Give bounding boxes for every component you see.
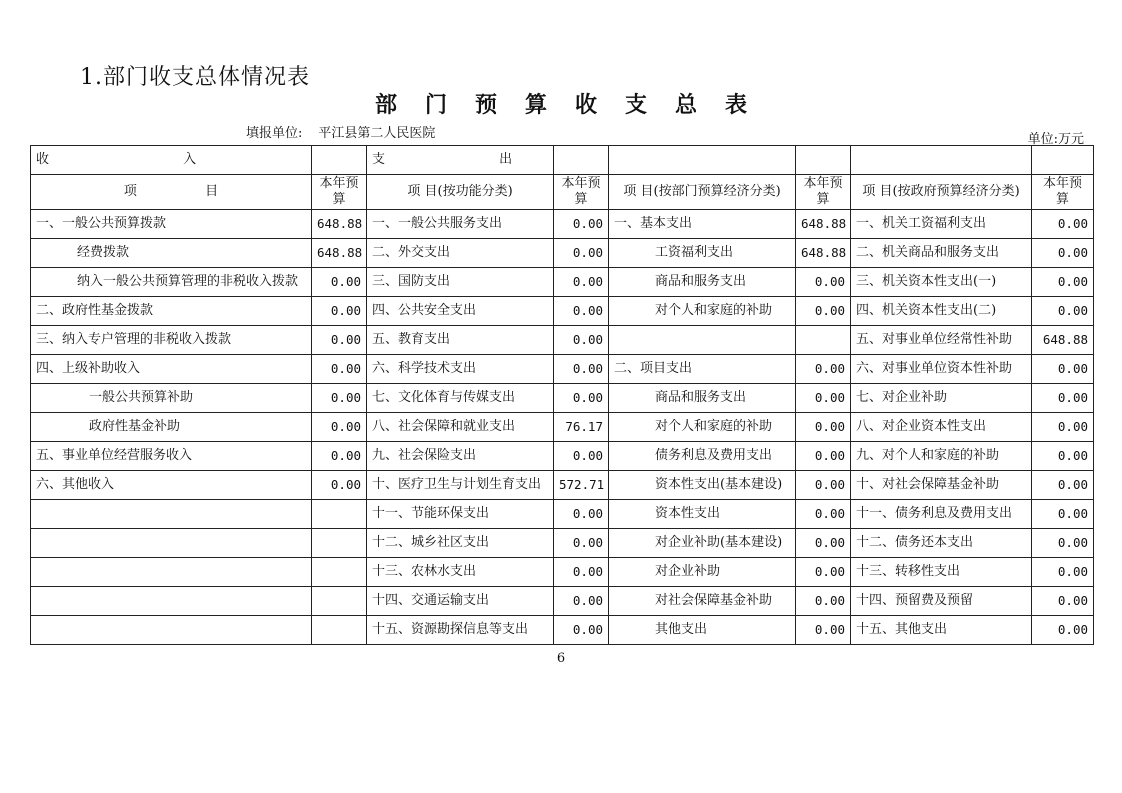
gov-value: 0.00 <box>1032 355 1094 384</box>
gov-value: 0.00 <box>1032 384 1094 413</box>
dept-item: 商品和服务支出 <box>609 384 796 413</box>
income-item: 四、上级补助收入 <box>31 355 312 384</box>
dept-item: 对企业补助 <box>609 558 796 587</box>
dept-item: 二、项目支出 <box>609 355 796 384</box>
gov-item: 十三、转移性支出 <box>851 558 1032 587</box>
item-header-char-2: 目 <box>205 184 219 199</box>
income-item: 纳入一般公共预算管理的非税收入拨款 <box>31 268 312 297</box>
dept-value: 0.00 <box>796 558 851 587</box>
func-item: 一、一般公共服务支出 <box>367 210 554 239</box>
income-item <box>31 500 312 529</box>
income-value: 0.00 <box>312 355 367 384</box>
org-name: 平江县第二人民医院 <box>318 126 436 141</box>
org-line <box>246 122 435 141</box>
dept-value: 0.00 <box>796 297 851 326</box>
func-value: 0.00 <box>554 529 609 558</box>
header-row-2 <box>31 175 1094 210</box>
func-item: 三、国防支出 <box>367 268 554 297</box>
func-item: 九、社会保险支出 <box>367 442 554 471</box>
gov-budget-header: 本年预算 <box>1032 175 1094 210</box>
expense-header-blank-1 <box>554 146 609 175</box>
dept-value: 0.00 <box>796 471 851 500</box>
gov-item: 十四、预留费及预留 <box>851 587 1032 616</box>
expense-header-blank-2 <box>609 146 796 175</box>
dept-item: 对个人和家庭的补助 <box>609 297 796 326</box>
header-row-1 <box>31 146 1094 175</box>
dept-value: 648.88 <box>796 239 851 268</box>
func-value: 76.17 <box>554 413 609 442</box>
income-value: 648.88 <box>312 210 367 239</box>
table-row <box>31 616 1094 645</box>
func-item: 十四、交通运输支出 <box>367 587 554 616</box>
func-value: 0.00 <box>554 616 609 645</box>
func-value: 0.00 <box>554 500 609 529</box>
dept-item: 债务利息及费用支出 <box>609 442 796 471</box>
income-budget-header: 本年预算 <box>312 175 367 210</box>
table-row <box>31 297 1094 326</box>
func-item-header: 项 目(按功能分类) <box>367 175 554 210</box>
func-item: 十一、节能环保支出 <box>367 500 554 529</box>
func-value: 0.00 <box>554 558 609 587</box>
dept-item: 对个人和家庭的补助 <box>609 413 796 442</box>
income-value <box>312 616 367 645</box>
dept-item: 一、基本支出 <box>609 210 796 239</box>
item-header-char-1: 项 <box>123 184 137 199</box>
income-value: 0.00 <box>312 297 367 326</box>
func-value: 0.00 <box>554 239 609 268</box>
table-row <box>31 384 1094 413</box>
gov-value: 0.00 <box>1032 268 1094 297</box>
gov-value: 0.00 <box>1032 529 1094 558</box>
dept-item: 资本性支出(基本建设) <box>609 471 796 500</box>
dept-item-header: 项 目(按部门预算经济分类) <box>609 175 796 210</box>
income-item: 一般公共预算补助 <box>31 384 312 413</box>
dept-value: 648.88 <box>796 210 851 239</box>
income-value: 0.00 <box>312 384 367 413</box>
table-row <box>31 239 1094 268</box>
func-item: 八、社会保障和就业支出 <box>367 413 554 442</box>
func-value: 0.00 <box>554 297 609 326</box>
dept-value: 0.00 <box>796 268 851 297</box>
income-value: 0.00 <box>312 326 367 355</box>
gov-item: 五、对事业单位经常性补助 <box>851 326 1032 355</box>
gov-value: 0.00 <box>1032 210 1094 239</box>
func-value: 0.00 <box>554 326 609 355</box>
income-value <box>312 558 367 587</box>
gov-value: 0.00 <box>1032 616 1094 645</box>
dept-item: 资本性支出 <box>609 500 796 529</box>
expense-header-char-2: 出 <box>499 152 513 167</box>
table-row <box>31 529 1094 558</box>
org-label: 填报单位: <box>246 126 303 141</box>
table-row <box>31 500 1094 529</box>
gov-item-header: 项 目(按政府预算经济分类) <box>851 175 1032 210</box>
income-value <box>312 529 367 558</box>
func-value: 0.00 <box>554 210 609 239</box>
gov-value: 648.88 <box>1032 326 1094 355</box>
budget-summary-table <box>30 145 1094 645</box>
func-item: 五、教育支出 <box>367 326 554 355</box>
gov-item: 十一、债务利息及费用支出 <box>851 500 1032 529</box>
table-row <box>31 355 1094 384</box>
gov-value: 0.00 <box>1032 442 1094 471</box>
income-header-blank <box>312 146 367 175</box>
table-row <box>31 587 1094 616</box>
expense-header-blank-3 <box>796 146 851 175</box>
gov-value: 0.00 <box>1032 558 1094 587</box>
dept-value <box>796 326 851 355</box>
table-row <box>31 558 1094 587</box>
income-item <box>31 558 312 587</box>
dept-value: 0.00 <box>796 587 851 616</box>
gov-item: 三、机关资本性支出(一) <box>851 268 1032 297</box>
income-item: 政府性基金补助 <box>31 413 312 442</box>
income-value: 0.00 <box>312 471 367 500</box>
func-item: 七、文化体育与传媒支出 <box>367 384 554 413</box>
func-value: 0.00 <box>554 268 609 297</box>
table-body <box>31 210 1094 645</box>
gov-value: 0.00 <box>1032 500 1094 529</box>
func-item: 十五、资源勘探信息等支出 <box>367 616 554 645</box>
dept-item: 工资福利支出 <box>609 239 796 268</box>
income-value: 0.00 <box>312 268 367 297</box>
unit-label: 单位:万元 <box>1027 132 1084 147</box>
income-item: 五、事业单位经营服务收入 <box>31 442 312 471</box>
income-value <box>312 587 367 616</box>
income-value: 0.00 <box>312 442 367 471</box>
gov-item: 七、对企业补助 <box>851 384 1032 413</box>
income-item <box>31 529 312 558</box>
income-item: 经费拨款 <box>31 239 312 268</box>
income-value: 648.88 <box>312 239 367 268</box>
func-item: 十二、城乡社区支出 <box>367 529 554 558</box>
dept-value: 0.00 <box>796 355 851 384</box>
dept-value: 0.00 <box>796 500 851 529</box>
dept-item: 其他支出 <box>609 616 796 645</box>
table-row <box>31 326 1094 355</box>
dept-budget-header: 本年预算 <box>796 175 851 210</box>
income-value: 0.00 <box>312 413 367 442</box>
func-budget-header: 本年预算 <box>554 175 609 210</box>
gov-value: 0.00 <box>1032 297 1094 326</box>
func-item: 二、外交支出 <box>367 239 554 268</box>
table-row <box>31 471 1094 500</box>
income-value <box>312 500 367 529</box>
income-item <box>31 587 312 616</box>
gov-item: 八、对企业资本性支出 <box>851 413 1032 442</box>
table-row <box>31 413 1094 442</box>
dept-value: 0.00 <box>796 384 851 413</box>
gov-item: 一、机关工资福利支出 <box>851 210 1032 239</box>
func-value: 0.00 <box>554 384 609 413</box>
gov-item: 六、对事业单位资本性补助 <box>851 355 1032 384</box>
table-row <box>31 442 1094 471</box>
gov-value: 0.00 <box>1032 239 1094 268</box>
func-value: 572.71 <box>554 471 609 500</box>
dept-item: 商品和服务支出 <box>609 268 796 297</box>
page-title: 部门预算收支总表 <box>374 92 775 118</box>
func-item: 十、医疗卫生与计划生育支出 <box>367 471 554 500</box>
dept-value: 0.00 <box>796 413 851 442</box>
income-item: 一、一般公共预算拨款 <box>31 210 312 239</box>
func-item: 十三、农林水支出 <box>367 558 554 587</box>
expense-header-blank-4 <box>851 146 1032 175</box>
func-item: 四、公共安全支出 <box>367 297 554 326</box>
gov-item: 十五、其他支出 <box>851 616 1032 645</box>
dept-item: 对社会保障基金补助 <box>609 587 796 616</box>
section-title: 1.部门收支总体情况表 <box>80 65 310 90</box>
func-value: 0.00 <box>554 587 609 616</box>
dept-value: 0.00 <box>796 529 851 558</box>
dept-value: 0.00 <box>796 442 851 471</box>
income-header <box>31 146 312 175</box>
income-header-char-1: 收 <box>36 152 50 167</box>
dept-item: 对企业补助(基本建设) <box>609 529 796 558</box>
gov-item: 十、对社会保障基金补助 <box>851 471 1032 500</box>
table-row <box>31 210 1094 239</box>
gov-item: 九、对个人和家庭的补助 <box>851 442 1032 471</box>
gov-value: 0.00 <box>1032 587 1094 616</box>
gov-item: 二、机关商品和服务支出 <box>851 239 1032 268</box>
gov-item: 四、机关资本性支出(二) <box>851 297 1032 326</box>
expense-header-blank-5 <box>1032 146 1094 175</box>
income-item <box>31 616 312 645</box>
expense-header <box>367 146 554 175</box>
func-value: 0.00 <box>554 355 609 384</box>
func-item: 六、科学技术支出 <box>367 355 554 384</box>
func-value: 0.00 <box>554 442 609 471</box>
gov-item: 十二、债务还本支出 <box>851 529 1032 558</box>
gov-value: 0.00 <box>1032 413 1094 442</box>
dept-item <box>609 326 796 355</box>
income-item: 二、政府性基金拨款 <box>31 297 312 326</box>
dept-value: 0.00 <box>796 616 851 645</box>
income-item: 三、纳入专户管理的非税收入拨款 <box>31 326 312 355</box>
income-item: 六、其他收入 <box>31 471 312 500</box>
gov-value: 0.00 <box>1032 471 1094 500</box>
expense-header-char-1: 支 <box>372 152 386 167</box>
income-item-header <box>31 175 312 210</box>
table-row <box>31 268 1094 297</box>
income-header-char-2: 入 <box>183 152 197 167</box>
page-number: 6 <box>556 651 566 666</box>
